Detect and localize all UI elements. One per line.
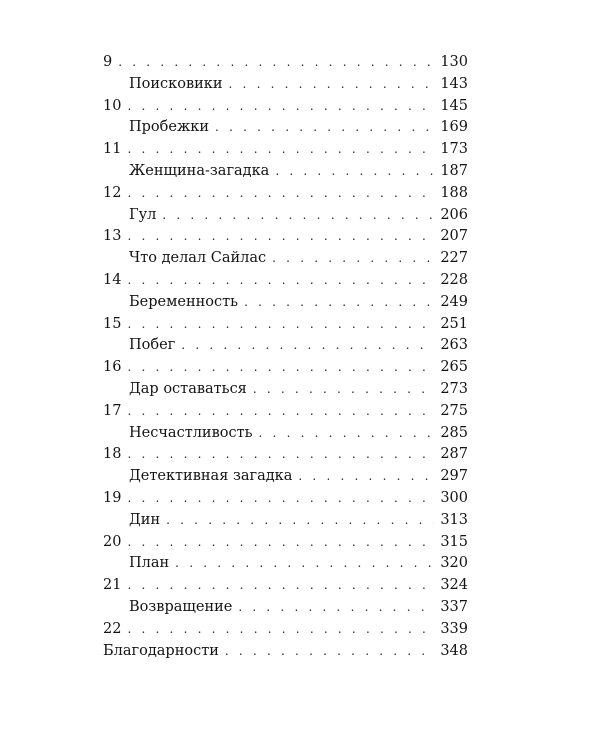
toc-chapter-title: Несчастливость — [129, 424, 253, 441]
toc-dot-leader — [127, 139, 434, 161]
toc-chapter-number-row — [103, 96, 468, 118]
toc-chapter-number: 9 — [103, 54, 113, 70]
toc-chapter-title: Возвращение — [129, 598, 233, 615]
toc-chapter-number-row — [103, 401, 468, 423]
toc-chapter-title-row — [103, 510, 468, 532]
toc-chapter-number: 21 — [103, 577, 122, 594]
toc-page-number: 188 — [440, 184, 468, 201]
toc-dot-leader — [238, 597, 434, 619]
toc-page-number: 263 — [440, 337, 468, 354]
toc-page-number: 348 — [440, 642, 468, 659]
toc-chapter-number: 19 — [103, 489, 122, 506]
toc-page-number: 337 — [440, 598, 468, 615]
toc-page-number: 207 — [440, 228, 468, 245]
toc-page-number: 287 — [440, 446, 468, 463]
toc-chapter-number-row — [103, 314, 468, 336]
toc-dot-leader — [181, 335, 434, 357]
toc-chapter-number-row — [103, 270, 468, 292]
toc-page-number: 297 — [440, 468, 468, 485]
toc-chapter-number-row — [103, 619, 468, 641]
toc-chapter-title-row — [103, 597, 468, 619]
toc-dot-leader — [275, 161, 434, 183]
toc-chapter-number-row — [103, 488, 468, 510]
toc-chapter-title: Беременность — [129, 293, 239, 310]
toc-page-number: 320 — [440, 555, 468, 572]
toc-chapter-title: Пробежки — [129, 119, 210, 136]
toc-chapter-number: 10 — [103, 97, 122, 114]
toc-dot-leader — [127, 314, 434, 336]
toc-page-number: 145 — [440, 97, 468, 114]
toc-chapter-title: Побег — [129, 337, 176, 354]
toc-chapter-title-row — [103, 248, 468, 270]
toc-chapter-number-row — [103, 444, 468, 466]
toc-dot-leader — [253, 379, 434, 401]
toc-page-number: 228 — [440, 271, 468, 288]
toc-dot-leader — [127, 575, 434, 597]
toc-dot-leader — [127, 183, 434, 205]
toc-chapter-number-row — [103, 357, 468, 379]
toc-chapter-title: Дар оставаться — [129, 380, 247, 397]
toc-page-number: 313 — [440, 511, 468, 528]
toc-dot-leader — [127, 226, 434, 248]
toc-chapter-number-row — [103, 641, 468, 663]
toc-page-number: 227 — [440, 250, 468, 267]
toc-chapter-title-row — [103, 74, 468, 96]
toc-chapter-number: 13 — [103, 228, 122, 245]
toc-page-number: 265 — [440, 359, 468, 376]
toc-chapter-title-row — [103, 466, 468, 488]
toc-chapter-title-row — [103, 335, 468, 357]
toc-dot-leader — [127, 270, 434, 292]
toc-chapter-title-row — [103, 292, 468, 314]
toc-page-number: 285 — [440, 424, 468, 441]
toc-chapter-number: 20 — [103, 533, 122, 550]
toc-dot-leader — [127, 488, 434, 510]
toc-dot-leader — [127, 357, 434, 379]
toc-chapter-title: Женщина-загадка — [129, 162, 270, 179]
toc-chapter-number: Благодарности — [103, 642, 219, 659]
toc-chapter-number-row — [103, 183, 468, 205]
toc-page-number: 273 — [440, 380, 468, 397]
toc-chapter-number: 11 — [103, 141, 122, 158]
toc-page-number: 187 — [440, 162, 468, 179]
toc-chapter-number-row — [103, 575, 468, 597]
toc-page-number: 339 — [440, 620, 468, 637]
toc-chapter-title: Поисковики — [129, 75, 223, 92]
toc-dot-leader — [244, 292, 434, 314]
toc-dot-leader — [259, 423, 434, 445]
toc-chapter-number: 16 — [103, 359, 122, 376]
toc-chapter-title-row — [103, 117, 468, 139]
toc-page-number: 275 — [440, 402, 468, 419]
toc-chapter-number: 22 — [103, 620, 122, 637]
toc-page-number: 251 — [440, 315, 468, 332]
toc-page-number: 300 — [440, 489, 468, 506]
toc-dot-leader — [298, 466, 434, 488]
toc-chapter-title-row — [103, 423, 468, 445]
toc-dot-leader — [225, 641, 434, 663]
toc-dot-leader — [272, 248, 434, 270]
toc-dot-leader — [118, 52, 434, 74]
toc-chapter-number-row — [103, 139, 468, 161]
toc-page-number: 143 — [440, 75, 468, 92]
toc-dot-leader — [127, 619, 434, 641]
toc-dot-leader — [127, 444, 434, 466]
toc-chapter-title-row — [103, 205, 468, 227]
toc-chapter-number: 18 — [103, 446, 122, 463]
toc-dot-leader — [175, 553, 434, 575]
toc-dot-leader — [127, 96, 434, 118]
toc-chapter-title: Что делал Сайлас — [129, 250, 267, 267]
toc-chapter-title: Детективная загадка — [129, 468, 293, 485]
toc-chapter-title: Гул — [129, 206, 157, 223]
toc-chapter-number: 15 — [103, 315, 122, 332]
toc-chapter-title-row — [103, 379, 468, 401]
toc-dot-leader — [229, 74, 434, 96]
toc-chapter-number-row — [103, 226, 468, 248]
toc-dot-leader — [127, 532, 434, 554]
toc-dot-leader — [127, 401, 434, 423]
toc-chapter-number: 14 — [103, 271, 122, 288]
toc-dot-leader — [162, 205, 434, 227]
toc-chapter-title-row — [103, 161, 468, 183]
toc-chapter-title: Дин — [129, 511, 161, 528]
toc-page-number: 206 — [440, 206, 468, 223]
toc-chapter-title-row — [103, 553, 468, 575]
toc-page-number: 169 — [440, 119, 468, 136]
toc-page-number: 324 — [440, 577, 468, 594]
toc-chapter-number-row — [103, 52, 468, 74]
toc-page-number: 315 — [440, 533, 468, 550]
toc-page-number: 249 — [440, 293, 468, 310]
table-of-contents — [103, 52, 468, 662]
toc-dot-leader — [215, 117, 434, 139]
toc-chapter-title: План — [129, 555, 170, 572]
toc-page-number: 173 — [440, 141, 468, 158]
toc-chapter-number-row — [103, 532, 468, 554]
toc-chapter-number: 17 — [103, 402, 122, 419]
toc-dot-leader — [166, 510, 434, 532]
toc-chapter-number: 12 — [103, 184, 122, 201]
toc-page-number: 130 — [440, 54, 468, 70]
